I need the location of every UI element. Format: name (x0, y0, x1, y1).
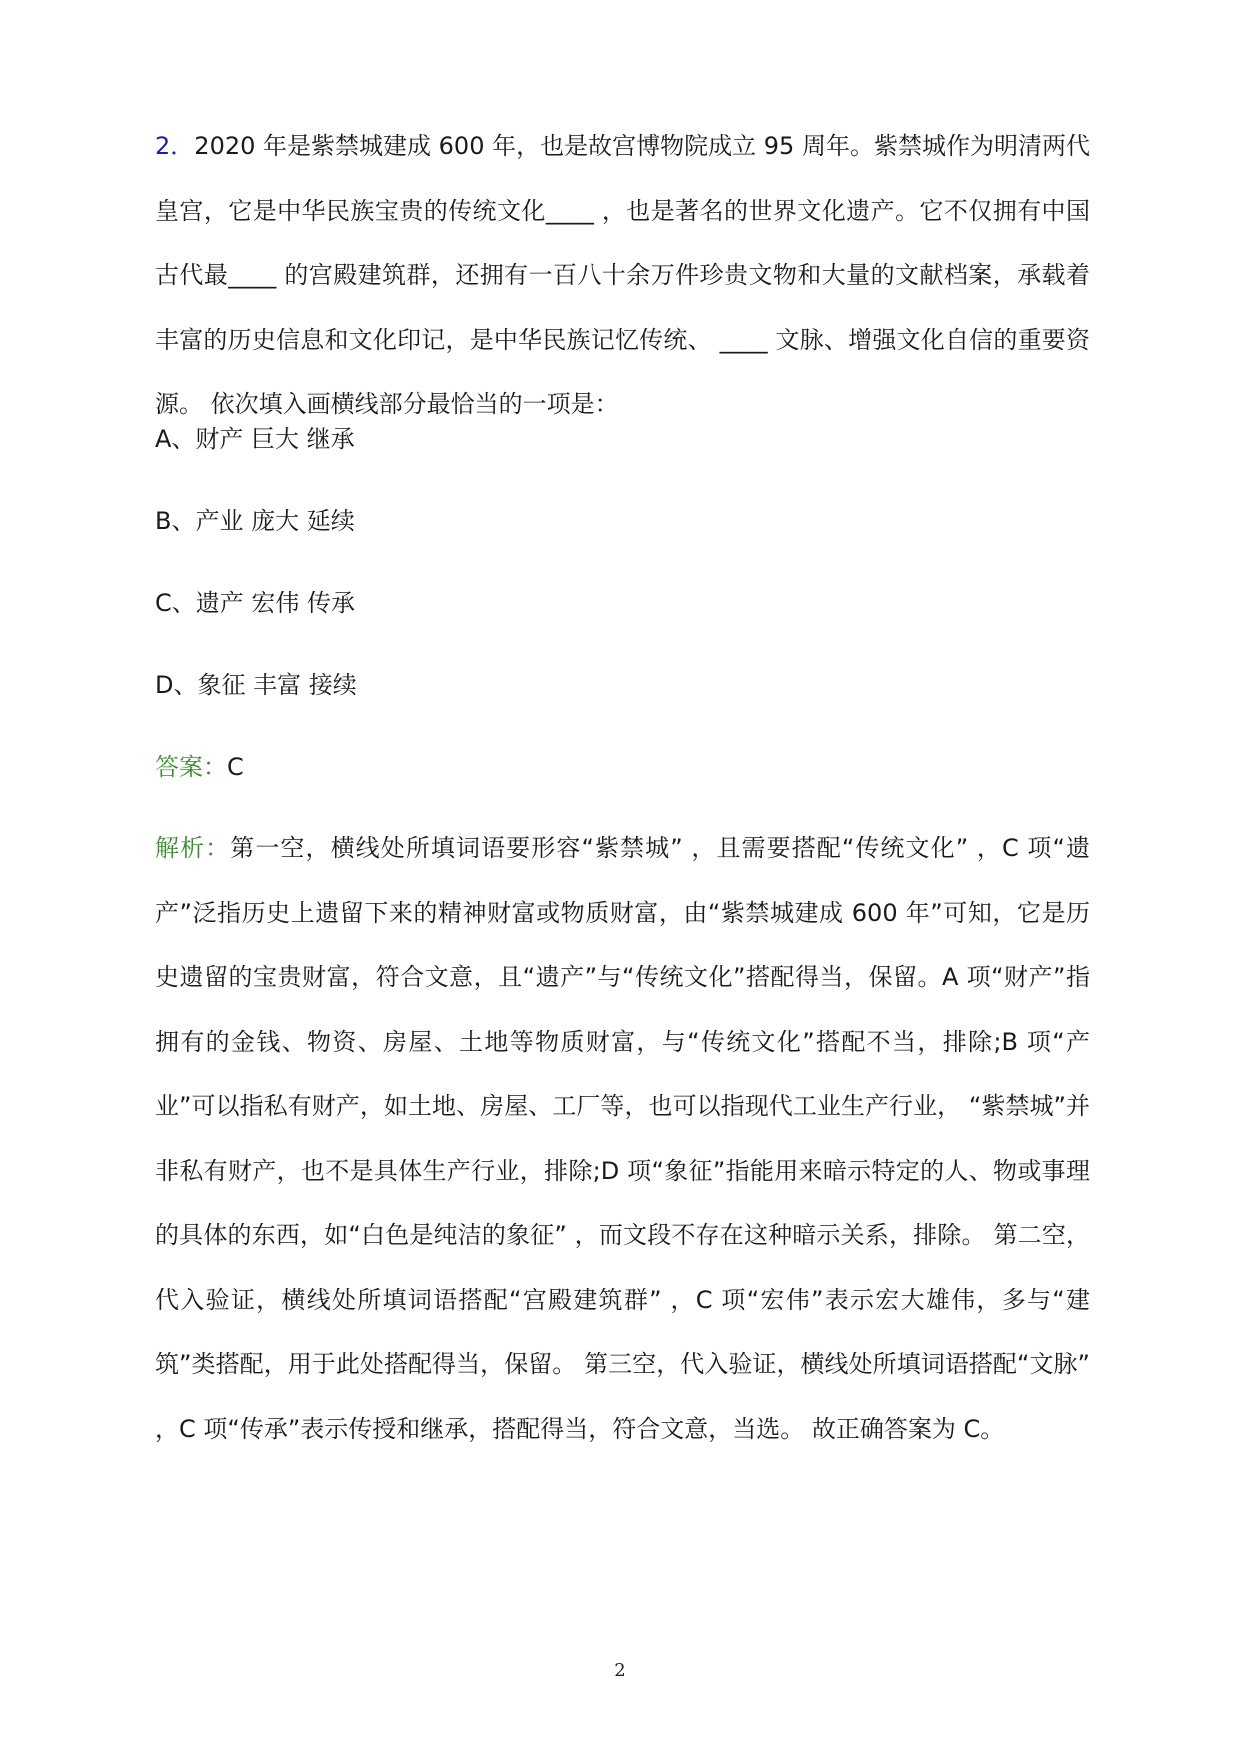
question-number: 2 (155, 132, 171, 160)
option-a: A、财产 巨大 继承 (155, 425, 355, 453)
answer-value: C (227, 753, 244, 781)
option-b: B、产业 庞大 延续 (155, 507, 355, 535)
question-text: 2020 年是紫禁城建成 600 年，也是故宫博物院成立 95 周年。紫禁城作为明清两代皇宫，它是中华民族宝贵的传统文化____ ，也是著名的世界文化遗产。它不仅拥有中国古代最____ 的宫殿建筑群，还拥有一百八十余万件珍贵文物和大量的文献档案，承载着丰富的历史信息和文化印记，是中华民族记忆传统、 ____ 文脉、增强文化自信的重要资源。 依次填入画横线部分最恰当的一项是： (155, 132, 1090, 418)
question-stem (155, 114, 1090, 437)
analysis-section (155, 816, 1090, 1461)
option-c: C、遗产 宏伟 传承 (155, 589, 356, 617)
answer-line (155, 752, 244, 782)
answer-label: 答案： (155, 753, 227, 781)
analysis-text: 第一空，横线处所填词语要形容“紫禁城” ，且需要搭配“传统文化” ，C 项“遗产”泛指历史上遗留下来的精神财富或物质财富，由“紫禁城建成 600 年”可知，它是历史遗留的宝贵财富，符合文意，且“遗产”与“传统文化”搭配得当，保留。A 项“财产”指拥有的金钱、物资、房屋、土地等物质财富，与“传统文化”搭配不当，排除;B 项“产业”可以指私有财产，如土地、房屋、工厂等，也可以指现代工业生产行业， “紫禁城”并非私有财产，也不是具体生产行业，排除;D 项“象征”指能用来暗示特定的人、物或事理的具体的东西，如“白色是纯洁的象征” ，而文段不存在这种暗示关系，排除。 第二空，代入验证，横线处所填词语搭配“宫殿建筑群” ，C 项“宏伟”表示宏大雄伟，多与“建筑”类搭配，用于此处搭配得当，保留。 第三空，代入验证，横线处所填词语搭配“文脉” ，C 项“传承”表示传授和继承，搭配得当，符合文意，当选。 故正确答案为 C。 (155, 834, 1091, 1443)
page-number: 2 (614, 1660, 626, 1681)
analysis-label: 解析： (155, 834, 231, 862)
option-d: D、象征 丰富 接续 (155, 671, 357, 699)
question-number-separator: ． (170, 132, 195, 160)
document-page (155, 114, 1091, 1443)
analysis-paragraph (155, 816, 1090, 1461)
